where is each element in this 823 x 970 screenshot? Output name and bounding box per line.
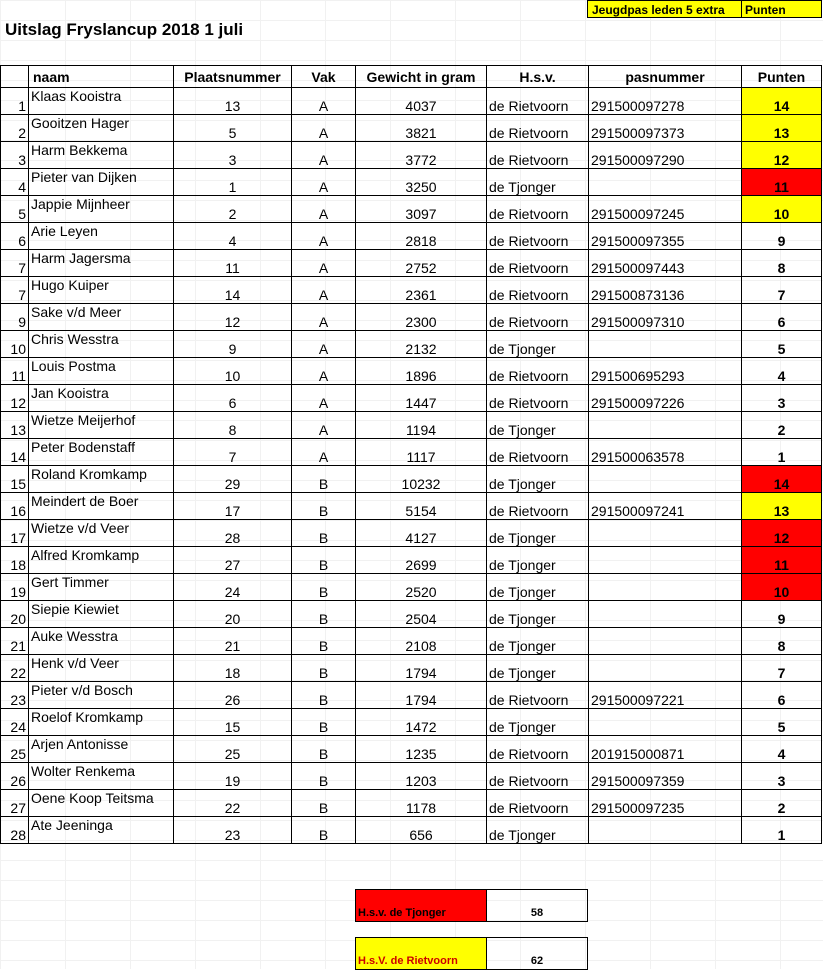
cell-gewicht[interactable]: 2300 bbox=[356, 304, 487, 331]
table-row bbox=[1, 439, 822, 466]
table-row bbox=[1, 304, 822, 331]
cell-gewicht[interactable]: 3097 bbox=[356, 196, 487, 223]
total-rietvoorn-box bbox=[355, 937, 588, 970]
cell-punten[interactable]: 1 bbox=[742, 439, 822, 466]
cell-plaatsnummer[interactable]: 26 bbox=[174, 682, 292, 709]
cell-plaatsnummer[interactable]: 4 bbox=[174, 223, 292, 250]
cell-vak[interactable]: B bbox=[292, 790, 356, 817]
table-row bbox=[1, 817, 822, 844]
cell-gewicht[interactable]: 2818 bbox=[356, 223, 487, 250]
cell-gewicht[interactable]: 3772 bbox=[356, 142, 487, 169]
cell-pasnummer[interactable]: 291500097443 bbox=[589, 250, 742, 277]
table-row bbox=[1, 250, 822, 277]
cell-punten[interactable]: 6 bbox=[742, 304, 822, 331]
header-row bbox=[1, 66, 822, 88]
row-number: 23 bbox=[1, 682, 29, 709]
total-rietvoorn-label[interactable]: H.s.V. de Rietvoorn bbox=[356, 938, 486, 969]
cell-punten[interactable]: 4 bbox=[742, 736, 822, 763]
row-number: 9 bbox=[1, 304, 29, 331]
table-row bbox=[1, 628, 822, 655]
cell-naam[interactable]: Hugo Kuiper bbox=[29, 277, 174, 304]
cell-hsv[interactable]: de Rietvoorn bbox=[487, 304, 589, 331]
cell-vak[interactable]: B bbox=[292, 628, 356, 655]
row-number: 24 bbox=[1, 709, 29, 736]
table-row bbox=[1, 115, 822, 142]
cell-punten[interactable]: 9 bbox=[742, 601, 822, 628]
cell-naam[interactable]: Gert Timmer bbox=[29, 574, 174, 601]
cell-naam[interactable]: Sake v/d Meer bbox=[29, 304, 174, 331]
cell-plaatsnummer[interactable]: 19 bbox=[174, 763, 292, 790]
total-tjonger-box bbox=[355, 889, 588, 922]
cell-pasnummer[interactable]: 291500097226 bbox=[589, 385, 742, 412]
cell-naam[interactable]: Roelof Kromkamp bbox=[29, 709, 174, 736]
cell-plaatsnummer[interactable]: 12 bbox=[174, 304, 292, 331]
row-number: 26 bbox=[1, 763, 29, 790]
cell-hsv[interactable]: de Tjonger bbox=[487, 628, 589, 655]
cell-pasnummer[interactable] bbox=[589, 466, 742, 493]
cell-plaatsnummer[interactable]: 23 bbox=[174, 817, 292, 844]
table-row bbox=[1, 520, 822, 547]
cell-plaatsnummer[interactable]: 24 bbox=[174, 574, 292, 601]
row-number: 2 bbox=[1, 115, 29, 142]
cell-plaatsnummer[interactable]: 27 bbox=[174, 547, 292, 574]
cell-gewicht[interactable]: 2108 bbox=[356, 628, 487, 655]
cell-vak[interactable]: A bbox=[292, 304, 356, 331]
cell-naam[interactable]: Arie Leyen bbox=[29, 223, 174, 250]
cell-gewicht[interactable]: 656 bbox=[356, 817, 487, 844]
cell-hsv[interactable]: de Rietvoorn bbox=[487, 682, 589, 709]
cell-gewicht[interactable]: 2752 bbox=[356, 250, 487, 277]
table-row bbox=[1, 790, 822, 817]
cell-gewicht[interactable]: 4037 bbox=[356, 88, 487, 115]
cell-vak[interactable]: B bbox=[292, 655, 356, 682]
cell-pasnummer[interactable] bbox=[589, 709, 742, 736]
cell-punten[interactable]: 7 bbox=[742, 277, 822, 304]
cell-vak[interactable]: A bbox=[292, 250, 356, 277]
cell-plaatsnummer[interactable]: 22 bbox=[174, 790, 292, 817]
cell-naam[interactable]: Pieter van Dijken bbox=[29, 169, 174, 196]
cell-vak[interactable]: B bbox=[292, 601, 356, 628]
header-vak[interactable]: Vak bbox=[292, 66, 356, 88]
cell-hsv[interactable]: de Tjonger bbox=[487, 601, 589, 628]
cell-punten[interactable]: 11 bbox=[742, 547, 822, 574]
cell-vak[interactable]: B bbox=[292, 493, 356, 520]
cell-pasnummer[interactable] bbox=[589, 331, 742, 358]
row-number: 1 bbox=[1, 88, 29, 115]
cell-punten[interactable]: 7 bbox=[742, 655, 822, 682]
cell-pasnummer[interactable]: 291500873136 bbox=[589, 277, 742, 304]
table-row bbox=[1, 736, 822, 763]
cell-vak[interactable]: B bbox=[292, 574, 356, 601]
cell-gewicht[interactable]: 1178 bbox=[356, 790, 487, 817]
cell-gewicht[interactable]: 2361 bbox=[356, 277, 487, 304]
results-table bbox=[0, 65, 822, 844]
cell-gewicht[interactable]: 2520 bbox=[356, 574, 487, 601]
table-row bbox=[1, 466, 822, 493]
cell-hsv[interactable]: de Rietvoorn bbox=[487, 88, 589, 115]
cell-plaatsnummer[interactable]: 14 bbox=[174, 277, 292, 304]
cell-naam[interactable]: Peter Bodenstaff bbox=[29, 439, 174, 466]
cell-punten[interactable]: 2 bbox=[742, 790, 822, 817]
table-row bbox=[1, 196, 822, 223]
table-row bbox=[1, 682, 822, 709]
cell-pasnummer[interactable]: 201915000871 bbox=[589, 736, 742, 763]
cell-gewicht[interactable]: 5154 bbox=[356, 493, 487, 520]
cell-gewicht[interactable]: 1117 bbox=[356, 439, 487, 466]
cell-punten[interactable]: 4 bbox=[742, 358, 822, 385]
cell-plaatsnummer[interactable]: 29 bbox=[174, 466, 292, 493]
cell-plaatsnummer[interactable]: 8 bbox=[174, 412, 292, 439]
cell-punten[interactable]: 6 bbox=[742, 682, 822, 709]
table-row bbox=[1, 358, 822, 385]
cell-vak[interactable]: B bbox=[292, 682, 356, 709]
cell-plaatsnummer[interactable]: 7 bbox=[174, 439, 292, 466]
row-number: 7 bbox=[1, 250, 29, 277]
cell-naam[interactable]: Jappie Mijnheer bbox=[29, 196, 174, 223]
cell-plaatsnummer[interactable]: 18 bbox=[174, 655, 292, 682]
cell-hsv[interactable]: de Rietvoorn bbox=[487, 115, 589, 142]
cell-gewicht[interactable]: 1472 bbox=[356, 709, 487, 736]
table-row bbox=[1, 277, 822, 304]
cell-punten[interactable]: 14 bbox=[742, 88, 822, 115]
cell-naam[interactable]: Jan Kooistra bbox=[29, 385, 174, 412]
cell-gewicht[interactable]: 2699 bbox=[356, 547, 487, 574]
header-naam[interactable]: naam bbox=[29, 66, 174, 88]
row-number: 20 bbox=[1, 601, 29, 628]
table-row bbox=[1, 412, 822, 439]
cell-gewicht[interactable]: 1203 bbox=[356, 763, 487, 790]
cell-naam[interactable]: Klaas Kooistra bbox=[29, 88, 174, 115]
cell-pasnummer[interactable]: 291500097245 bbox=[589, 196, 742, 223]
header-plaatsnummer[interactable]: Plaatsnummer bbox=[174, 66, 292, 88]
cell-vak[interactable]: B bbox=[292, 520, 356, 547]
cell-gewicht[interactable]: 2132 bbox=[356, 331, 487, 358]
cell-vak[interactable]: A bbox=[292, 223, 356, 250]
cell-pasnummer[interactable]: 291500097235 bbox=[589, 790, 742, 817]
row-number: 6 bbox=[1, 223, 29, 250]
total-tjonger-label[interactable]: H.s.v. de Tjonger bbox=[356, 890, 486, 921]
cell-gewicht[interactable]: 1896 bbox=[356, 358, 487, 385]
cell-pasnummer[interactable]: 291500097355 bbox=[589, 223, 742, 250]
cell-hsv[interactable]: de Tjonger bbox=[487, 331, 589, 358]
row-number: 12 bbox=[1, 385, 29, 412]
header-punten[interactable]: Punten bbox=[742, 66, 822, 88]
cell-vak[interactable]: A bbox=[292, 331, 356, 358]
cell-vak[interactable]: B bbox=[292, 547, 356, 574]
table-row bbox=[1, 88, 822, 115]
cell-plaatsnummer[interactable]: 6 bbox=[174, 385, 292, 412]
row-number: 28 bbox=[1, 817, 29, 844]
cell-plaatsnummer[interactable]: 25 bbox=[174, 736, 292, 763]
table-row bbox=[1, 709, 822, 736]
cell-gewicht[interactable]: 3250 bbox=[356, 169, 487, 196]
header-gewicht[interactable]: Gewicht in gram bbox=[356, 66, 487, 88]
row-number: 17 bbox=[1, 520, 29, 547]
cell-pasnummer[interactable] bbox=[589, 574, 742, 601]
cell-hsv[interactable]: de Rietvoorn bbox=[487, 385, 589, 412]
cell-hsv[interactable]: de Rietvoorn bbox=[487, 277, 589, 304]
cell-pasnummer[interactable]: 291500695293 bbox=[589, 358, 742, 385]
cell-gewicht[interactable]: 3821 bbox=[356, 115, 487, 142]
cell-vak[interactable]: A bbox=[292, 277, 356, 304]
cell-plaatsnummer[interactable]: 1 bbox=[174, 169, 292, 196]
cell-naam[interactable]: Alfred Kromkamp bbox=[29, 547, 174, 574]
cell-plaatsnummer[interactable]: 21 bbox=[174, 628, 292, 655]
cell-punten[interactable]: 12 bbox=[742, 520, 822, 547]
cell-hsv[interactable]: de Tjonger bbox=[487, 709, 589, 736]
sheet-title: Uitslag Fryslancup 2018 1 juli bbox=[5, 20, 244, 39]
cell-gewicht[interactable]: 4127 bbox=[356, 520, 487, 547]
cell-punten[interactable]: 12 bbox=[742, 142, 822, 169]
cell-punten[interactable]: 2 bbox=[742, 412, 822, 439]
table-row bbox=[1, 493, 822, 520]
cell-hsv[interactable]: de Rietvoorn bbox=[487, 196, 589, 223]
row-number: 27 bbox=[1, 790, 29, 817]
cell-hsv[interactable]: de Rietvoorn bbox=[487, 493, 589, 520]
cell-plaatsnummer[interactable]: 9 bbox=[174, 331, 292, 358]
cell-vak[interactable]: B bbox=[292, 709, 356, 736]
cell-naam[interactable]: Roland Kromkamp bbox=[29, 466, 174, 493]
cell-pasnummer[interactable]: 291500097278 bbox=[589, 88, 742, 115]
cell-naam[interactable]: Oene Koop Teitsma bbox=[29, 790, 174, 817]
cell-hsv[interactable]: de Tjonger bbox=[487, 466, 589, 493]
cell-punten[interactable]: 13 bbox=[742, 115, 822, 142]
cell-pasnummer[interactable]: 291500063578 bbox=[589, 439, 742, 466]
cell-hsv[interactable]: de Tjonger bbox=[487, 412, 589, 439]
cell-pasnummer[interactable]: 291500097359 bbox=[589, 763, 742, 790]
cell-pasnummer[interactable] bbox=[589, 655, 742, 682]
cell-naam[interactable]: Henk v/d Veer bbox=[29, 655, 174, 682]
cell-pasnummer[interactable] bbox=[589, 547, 742, 574]
cell-vak[interactable]: A bbox=[292, 385, 356, 412]
table-row bbox=[1, 169, 822, 196]
cell-vak[interactable]: A bbox=[292, 412, 356, 439]
table-row bbox=[1, 331, 822, 358]
table-row bbox=[1, 547, 822, 574]
cell-vak[interactable]: B bbox=[292, 736, 356, 763]
cell-vak[interactable]: B bbox=[292, 466, 356, 493]
cell-hsv[interactable]: de Tjonger bbox=[487, 169, 589, 196]
row-number: 18 bbox=[1, 547, 29, 574]
cell-naam[interactable]: Pieter v/d Bosch bbox=[29, 682, 174, 709]
table-row bbox=[1, 385, 822, 412]
cell-punten[interactable]: 1 bbox=[742, 817, 822, 844]
cell-naam[interactable]: Louis Postma bbox=[29, 358, 174, 385]
cell-naam[interactable]: Arjen Antonisse bbox=[29, 736, 174, 763]
cell-naam[interactable]: Gooitzen Hager bbox=[29, 115, 174, 142]
cell-punten[interactable]: 13 bbox=[742, 493, 822, 520]
cell-pasnummer[interactable] bbox=[589, 412, 742, 439]
header-rownumber bbox=[1, 66, 29, 88]
cell-plaatsnummer[interactable]: 28 bbox=[174, 520, 292, 547]
cell-vak[interactable]: A bbox=[292, 196, 356, 223]
cell-plaatsnummer[interactable]: 11 bbox=[174, 250, 292, 277]
cell-hsv[interactable]: de Rietvoorn bbox=[487, 250, 589, 277]
cell-naam[interactable]: Harm Jagersma bbox=[29, 250, 174, 277]
cell-plaatsnummer[interactable]: 20 bbox=[174, 601, 292, 628]
cell-gewicht[interactable]: 1235 bbox=[356, 736, 487, 763]
cell-punten[interactable]: 3 bbox=[742, 385, 822, 412]
cell-vak[interactable]: A bbox=[292, 115, 356, 142]
cell-hsv[interactable]: de Tjonger bbox=[487, 655, 589, 682]
row-number: 21 bbox=[1, 628, 29, 655]
cell-vak[interactable]: A bbox=[292, 439, 356, 466]
row-number: 3 bbox=[1, 142, 29, 169]
row-number: 14 bbox=[1, 439, 29, 466]
total-rietvoorn-value[interactable]: 62 bbox=[486, 938, 587, 969]
cell-hsv[interactable]: de Rietvoorn bbox=[487, 736, 589, 763]
cell-pasnummer[interactable]: 291500097310 bbox=[589, 304, 742, 331]
cell-hsv[interactable]: de Tjonger bbox=[487, 817, 589, 844]
cell-naam[interactable]: Harm Bekkema bbox=[29, 142, 174, 169]
cell-pasnummer[interactable] bbox=[589, 628, 742, 655]
cell-pasnummer[interactable]: 291500097290 bbox=[589, 142, 742, 169]
cell-hsv[interactable]: de Rietvoorn bbox=[487, 358, 589, 385]
cell-pasnummer[interactable] bbox=[589, 520, 742, 547]
cell-punten[interactable]: 3 bbox=[742, 763, 822, 790]
cell-punten[interactable]: 5 bbox=[742, 331, 822, 358]
results-body bbox=[1, 88, 822, 844]
cell-vak[interactable]: B bbox=[292, 817, 356, 844]
cell-naam[interactable]: Auke Wesstra bbox=[29, 628, 174, 655]
row-number: 10 bbox=[1, 331, 29, 358]
row-number: 16 bbox=[1, 493, 29, 520]
row-number: 5 bbox=[1, 196, 29, 223]
cell-punten[interactable]: 10 bbox=[742, 574, 822, 601]
cell-punten[interactable]: 8 bbox=[742, 250, 822, 277]
cell-hsv[interactable]: de Rietvoorn bbox=[487, 142, 589, 169]
table-row bbox=[1, 223, 822, 250]
cell-pasnummer[interactable] bbox=[589, 601, 742, 628]
table-row bbox=[1, 763, 822, 790]
cell-naam[interactable]: Chris Wesstra bbox=[29, 331, 174, 358]
cell-punten[interactable]: 10 bbox=[742, 196, 822, 223]
cell-hsv[interactable]: de Rietvoorn bbox=[487, 763, 589, 790]
cell-naam[interactable]: Meindert de Boer bbox=[29, 493, 174, 520]
row-number: 25 bbox=[1, 736, 29, 763]
cell-pasnummer[interactable]: 291500097373 bbox=[589, 115, 742, 142]
cell-vak[interactable]: A bbox=[292, 169, 356, 196]
cell-naam[interactable]: Wietze v/d Veer bbox=[29, 520, 174, 547]
cell-plaatsnummer[interactable]: 15 bbox=[174, 709, 292, 736]
cell-gewicht[interactable]: 1194 bbox=[356, 412, 487, 439]
row-number: 7 bbox=[1, 277, 29, 304]
cell-naam[interactable]: Wolter Renkema bbox=[29, 763, 174, 790]
cell-gewicht[interactable]: 1794 bbox=[356, 682, 487, 709]
cell-naam[interactable]: Siepie Kiewiet bbox=[29, 601, 174, 628]
cell-gewicht[interactable]: 10232 bbox=[356, 466, 487, 493]
cell-pasnummer[interactable] bbox=[589, 817, 742, 844]
cell-hsv[interactable]: de Rietvoorn bbox=[487, 439, 589, 466]
cell-plaatsnummer[interactable]: 17 bbox=[174, 493, 292, 520]
cell-hsv[interactable]: de Rietvoorn bbox=[487, 223, 589, 250]
cell-gewicht[interactable]: 2504 bbox=[356, 601, 487, 628]
cell-hsv[interactable]: de Tjonger bbox=[487, 574, 589, 601]
cell-pasnummer[interactable] bbox=[589, 169, 742, 196]
cell-pasnummer[interactable]: 291500097221 bbox=[589, 682, 742, 709]
cell-punten[interactable]: 8 bbox=[742, 628, 822, 655]
cell-vak[interactable]: A bbox=[292, 88, 356, 115]
row-number: 11 bbox=[1, 358, 29, 385]
cell-gewicht[interactable]: 1447 bbox=[356, 385, 487, 412]
row-number: 22 bbox=[1, 655, 29, 682]
cell-hsv[interactable]: de Tjonger bbox=[487, 520, 589, 547]
cell-pasnummer[interactable]: 291500097241 bbox=[589, 493, 742, 520]
cell-naam[interactable]: Wietze Meijerhof bbox=[29, 412, 174, 439]
table-row bbox=[1, 574, 822, 601]
header-hsv[interactable]: H.s.v. bbox=[487, 66, 589, 88]
row-number: 4 bbox=[1, 169, 29, 196]
table-row bbox=[1, 655, 822, 682]
cell-plaatsnummer[interactable]: 3 bbox=[174, 142, 292, 169]
cell-punten[interactable]: 5 bbox=[742, 709, 822, 736]
header-pasnummer[interactable]: pasnummer bbox=[589, 66, 742, 88]
row-number: 15 bbox=[1, 466, 29, 493]
cell-gewicht[interactable]: 1794 bbox=[356, 655, 487, 682]
row-number: 19 bbox=[1, 574, 29, 601]
cell-plaatsnummer[interactable]: 2 bbox=[174, 196, 292, 223]
legend-punten-label: Punten bbox=[742, 0, 822, 18]
table-row bbox=[1, 142, 822, 169]
cell-vak[interactable]: A bbox=[292, 142, 356, 169]
cell-vak[interactable]: B bbox=[292, 763, 356, 790]
cell-plaatsnummer[interactable]: 13 bbox=[174, 88, 292, 115]
cell-punten[interactable]: 11 bbox=[742, 169, 822, 196]
cell-plaatsnummer[interactable]: 10 bbox=[174, 358, 292, 385]
table-row bbox=[1, 601, 822, 628]
cell-hsv[interactable]: de Tjonger bbox=[487, 547, 589, 574]
cell-plaatsnummer[interactable]: 5 bbox=[174, 115, 292, 142]
cell-naam[interactable]: Ate Jeeninga bbox=[29, 817, 174, 844]
cell-hsv[interactable]: de Rietvoorn bbox=[487, 790, 589, 817]
row-number: 13 bbox=[1, 412, 29, 439]
legend-jeugdpas-label: Jeugdpas leden 5 extra bbox=[587, 0, 742, 18]
cell-vak[interactable]: A bbox=[292, 358, 356, 385]
cell-punten[interactable]: 9 bbox=[742, 223, 822, 250]
cell-punten[interactable]: 14 bbox=[742, 466, 822, 493]
total-tjonger-value[interactable]: 58 bbox=[486, 890, 587, 921]
